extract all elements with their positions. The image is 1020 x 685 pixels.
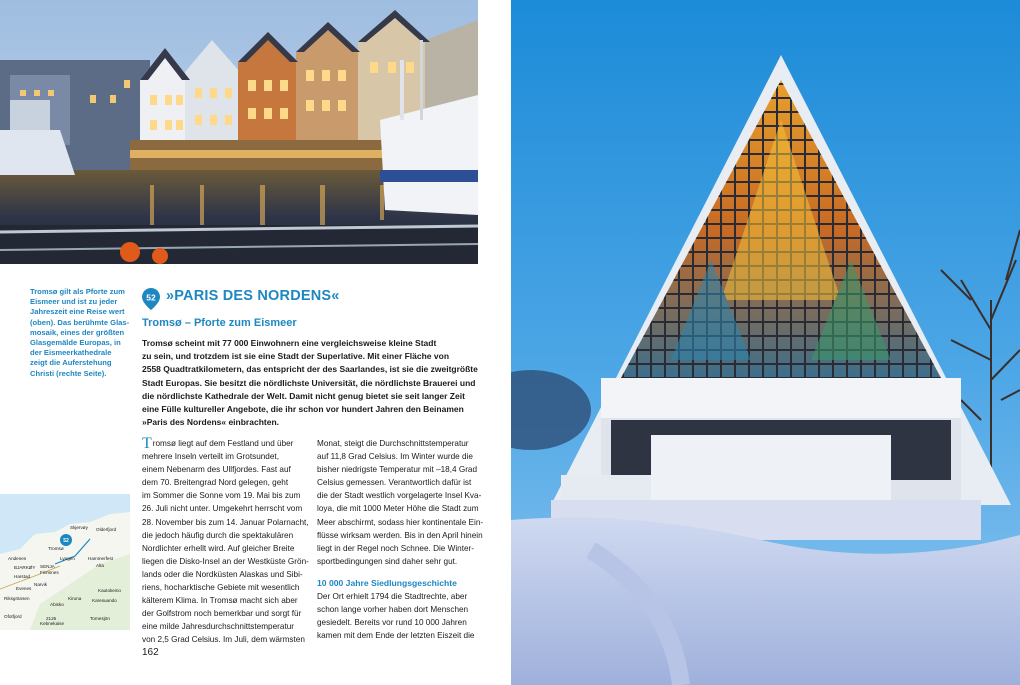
map-label: Ofotfjord <box>4 614 22 619</box>
body-line: Der Ort erhielt 1794 die Stadtrechte, aber <box>317 592 468 602</box>
lead-line: Tromsø scheint mit 77 000 Einwohnern eine vergleichsweise kleine Stadt <box>142 338 437 348</box>
body-line: dem 70. Breitengrad Nord gelegen, geht <box>142 478 289 488</box>
body-line: von 2,5 Grad Celsius. Im Juli, dem wärmsten <box>142 635 305 645</box>
body-line: Celsius gemessen. Verantwortlich dafür ist <box>317 478 472 488</box>
body-line: die jedoch häufig durch die spektakulären <box>142 530 294 540</box>
body-line: liegt in der Regel noch Schnee. Die Winter- <box>317 543 475 553</box>
map-label: Karesuando <box>92 598 117 603</box>
section-heading: 10 000 Jahre Siedlungsgeschichte <box>317 577 457 588</box>
body-line: riens, hocharktische Gebiete mit wesentlich <box>142 583 300 593</box>
map-label: Abisko <box>50 602 64 607</box>
article-title: »PARIS DES NORDENS« <box>166 288 340 304</box>
map-label: Lyngen <box>60 556 75 561</box>
map-label: Harstad <box>14 574 31 579</box>
lead-line: »Paris des Nordens« einbrachten. <box>142 417 279 428</box>
body-line: liegen die Disko-Insel an der Westküste Grön- <box>142 556 309 566</box>
lead-line: Stadt Europas. Sie besitzt die nördlichste Universität, die nördlichste Brauerei und <box>142 377 476 388</box>
lead-line: die nördlichste Kathedrale der Welt. Damit nicht genug bietet sie seit langer Zeit <box>142 390 465 401</box>
body-line: Monat, steigt die Durchschnittstemperatur <box>317 439 469 448</box>
body-line: gesiedelt. Bereits vor rund 10 000 Jahren <box>317 618 467 628</box>
body-line: kälterem Klima. In Tromsø macht sich aber <box>142 596 298 606</box>
photo-caption: Tromsø gilt als Pforte zum Eismeer und ist zu jeder Jahreszeit eine Reise wert (oben). Das berühmte Glasmosaik, eines der größten Glasgemälde Europas, in der Eismeerkathedrale zeigt die Auferstehung Christi (rechte Seite). <box>30 287 130 378</box>
body-line: lands oder die Nordküsten Alaskas und Sibi- <box>142 569 303 579</box>
map-label: Kiruna <box>68 596 82 601</box>
body-line: Nordlichter erhellt wird. Auf gleicher Breite <box>142 543 295 553</box>
body-line: kamen mit dem Ende der letzten Eiszeit die <box>317 631 475 641</box>
map-label: Skjervøy <box>70 525 88 530</box>
region-map <box>0 494 130 630</box>
arctic-cathedral-photo <box>511 0 1020 685</box>
body-line: der Golfstrom noch bemerkbar und sorgt für <box>142 609 302 619</box>
badge-number: 52 <box>146 292 156 303</box>
article-subtitle: Tromsø – Pforte zum Eismeer <box>142 317 297 329</box>
body-line: mehrere Inseln verteilt im Grotsundet, <box>142 452 279 462</box>
map-label: Hammerfest <box>88 556 114 561</box>
body-line: romsø liegt auf dem Festland und über <box>152 439 294 448</box>
body-line: bisher niedrigste Temperatur mit –18,4 Grad <box>317 465 478 475</box>
map-label: BJARKØY <box>14 565 36 570</box>
body-line: im Sommer die Sonne vom 19. Mai bis zum <box>142 491 301 501</box>
body-line: sportbedingungen sind daher sehr gut. <box>317 556 458 566</box>
map-label: Kautokeino <box>98 588 121 593</box>
page-number: 162 <box>142 647 159 658</box>
body-line: flüsse wirksam werden. Bis in den April hinein <box>317 530 483 540</box>
map-label: 2125 <box>46 616 57 621</box>
body-line: 28. November bis zum 14. Januar Polarnacht, <box>142 517 309 527</box>
map-marker: 52 <box>63 538 69 544</box>
map-label: Narvik <box>34 582 48 587</box>
lead-line: eine Fülle kultureller Angebote, die ihr schon vor hundert Jahren den Beinamen <box>142 404 464 415</box>
body-column-2 <box>317 437 483 642</box>
map-label: Finnsnes <box>40 570 59 575</box>
location-pin-badge <box>142 288 160 310</box>
map-label: Evenes <box>16 586 32 591</box>
body-line: die der Stadt westlich vorgelagerte Insel Kva- <box>317 491 482 501</box>
body-line: 26. Juli nicht unter. Umgekehrt herrscht vom <box>142 504 303 514</box>
body-line: schon lange vorher haben dort Menschen <box>317 605 469 615</box>
map-label: Kebnekaise <box>40 621 65 626</box>
map-label: Olderfjord <box>96 527 117 532</box>
harbor-photo <box>0 0 478 264</box>
body-line: eine milde Jahresdurchschnittstemperatur <box>142 622 294 632</box>
map-label: SENJA <box>40 564 55 569</box>
body-column-1 <box>142 435 309 647</box>
map-label: Riksgränsen <box>4 596 30 601</box>
map-label: Tromsø <box>48 546 64 551</box>
lead-line: 2558 Quadtratkilometern, das entspricht der des Saarlandes, ist sie die zweitgrößte <box>142 364 478 375</box>
lead-line: zu sein, und trotzdem ist sie eine Stadt der Superlative. Mit einer Fläche von <box>142 351 450 362</box>
body-line: Meer abschirmt, sodass hier kontinentale Ein- <box>317 517 484 527</box>
dropcap: T <box>142 435 152 452</box>
map-label: Tornesjön <box>90 616 110 621</box>
body-line: einem Nebenarm des Ullfjordes. Fast auf <box>142 465 291 475</box>
body-line: auf 11,8 Grad Celsius. Im Winter wurde die <box>317 452 473 462</box>
body-line: loya, die mit 1000 Meter Höhe die Stadt zum <box>317 504 479 514</box>
map-label: Alta <box>96 563 104 568</box>
map-label: Andenes <box>8 556 27 561</box>
article-lead <box>142 337 480 429</box>
